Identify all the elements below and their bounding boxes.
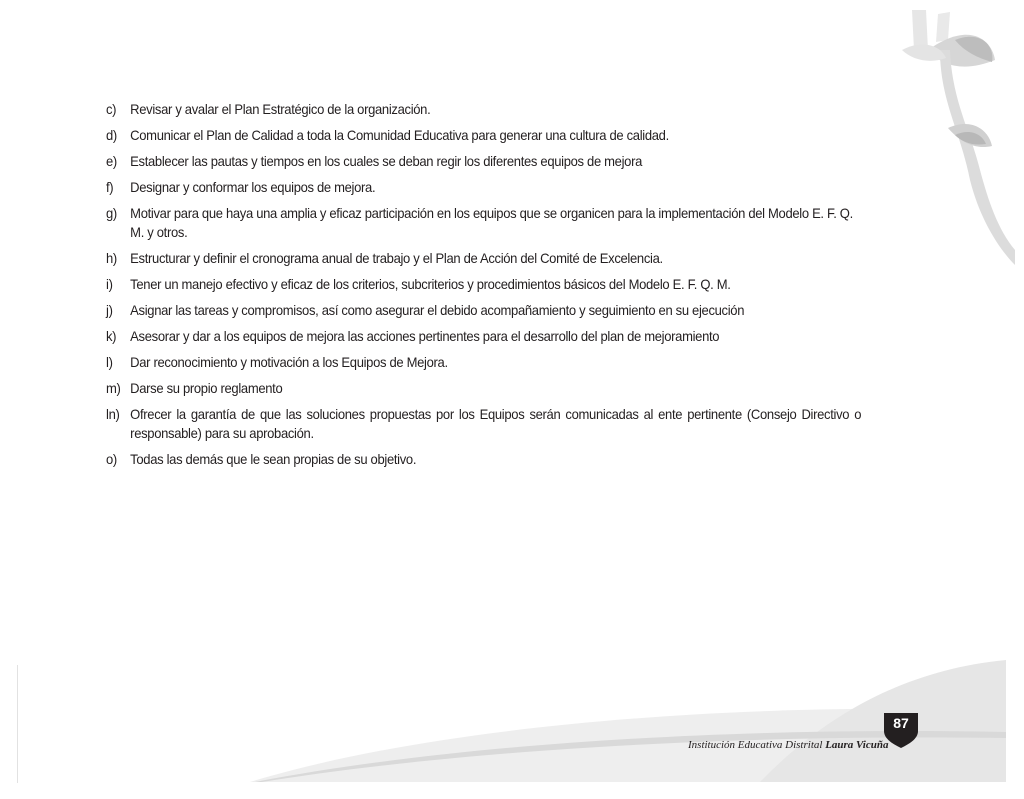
list-item-text: Ofrecer la garantía de que las soluciones propuestas por los Equipos serán comunicadas al ente pertinente (Consejo Directivo o responsable) para su aprobación. <box>130 406 862 441</box>
list-marker: c) <box>106 101 117 117</box>
list-item-text: Todas las demás que le sean propias de su objetivo. <box>130 451 417 467</box>
list-marker: l) <box>106 354 113 370</box>
list-item <box>106 301 861 320</box>
list-item <box>106 275 861 294</box>
list-item <box>106 178 861 197</box>
list-item <box>106 379 861 398</box>
list-item <box>106 126 861 145</box>
list-item <box>106 450 861 469</box>
list-item-text: Motivar para que haya una amplia y eficaz participación en los equipos que se organicen para la implementación del Modelo E. F. Q. M. y otros. <box>130 205 853 240</box>
list-item-text: Establecer las pautas y tiempos en los cuales se deban regir los diferentes equipos de mejora <box>130 153 642 169</box>
list-item <box>106 405 861 443</box>
list-item <box>106 249 861 268</box>
list-item-text: Designar y conformar los equipos de mejora. <box>130 179 376 195</box>
leaf-ornament-icon <box>900 10 1015 270</box>
list-marker: k) <box>106 328 117 344</box>
list-item-text: Darse su propio reglamento <box>130 380 283 396</box>
list-item-text: Dar reconocimiento y motivación a los Equipos de Mejora. <box>130 354 448 370</box>
list-item-text: Estructurar y definir el cronograma anual de trabajo y el Plan de Acción del Comité de Excelencia. <box>130 250 663 266</box>
list-item <box>106 100 861 119</box>
footer-wave-decoration <box>0 640 1024 799</box>
list-item-text: Tener un manejo efectivo y eficaz de los criterios, subcriterios y procedimientos básicos del Modelo E. F. Q. M. <box>130 276 731 292</box>
list-marker: m) <box>106 380 121 396</box>
list-marker: h) <box>106 250 117 266</box>
responsibilities-list <box>106 100 861 476</box>
list-item <box>106 152 861 171</box>
list-item-text: Revisar y avalar el Plan Estratégico de la organización. <box>130 101 431 117</box>
footer-institution <box>688 739 908 751</box>
list-marker: d) <box>106 127 117 143</box>
list-marker: i) <box>106 276 113 292</box>
page-number: 87 <box>893 715 909 731</box>
list-marker: j) <box>106 302 113 318</box>
list-marker: e) <box>106 153 117 169</box>
list-marker: ln) <box>106 406 120 422</box>
list-item-text: Asignar las tareas y compromisos, así como asegurar el debido acompañamiento y seguimiento en su ejecución <box>130 302 745 318</box>
list-item <box>106 353 861 372</box>
list-item-text: Asesorar y dar a los equipos de mejora las acciones pertinentes para el desarrollo del plan de mejoramiento <box>130 328 720 344</box>
page-number-badge <box>883 711 919 749</box>
list-marker: g) <box>106 205 117 221</box>
list-marker: o) <box>106 451 117 467</box>
footer-institution-label: Institución Educativa Distrital <box>688 739 826 751</box>
footer-institution-name: Laura Vicuña <box>825 739 889 751</box>
list-marker: f) <box>106 179 114 195</box>
list-item <box>106 204 861 242</box>
list-item-text: Comunicar el Plan de Calidad a toda la Comunidad Educativa para generar una cultura de calidad. <box>130 127 669 143</box>
list-item <box>106 327 861 346</box>
